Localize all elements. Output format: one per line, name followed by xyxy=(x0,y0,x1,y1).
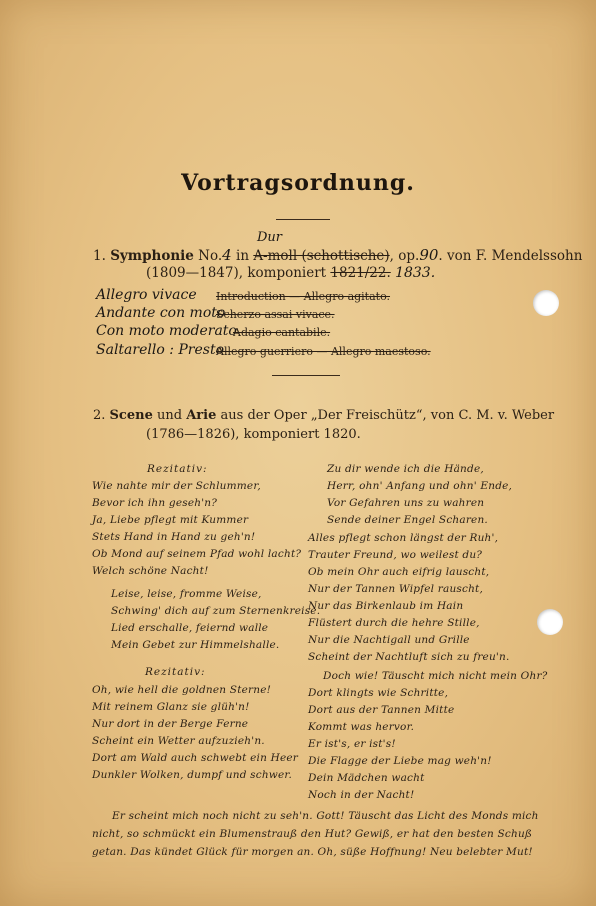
verse-line: Schwing' dich auf zum Sternenkreise. xyxy=(111,605,321,617)
item2-rest: aus der Oper „Der Freischütz“, von C. M. v. Weber xyxy=(220,408,555,423)
verse-line: Ob Mond auf seinem Pfad wohl lacht? xyxy=(92,548,302,560)
verse-line: Dort klingts wie Schritte, xyxy=(308,687,449,699)
verse-line: Bevor ich ihn geseh'n? xyxy=(92,497,218,509)
punch-hole-top xyxy=(533,290,559,316)
verse-line: Er ist's, er ist's! xyxy=(308,738,396,750)
prose-line: getan. Das kündet Glück für morgen an. Oh, süße Hoffnung! Neu belebter Mut! xyxy=(92,846,533,858)
verse-line: Lied erschalle, feiernd walle xyxy=(111,622,269,634)
verse-line: Kommt was hervor. xyxy=(308,721,415,733)
item1-number: 1. xyxy=(93,248,106,264)
item1-line1 xyxy=(93,246,582,264)
page-title: Vortragsordnung. xyxy=(181,170,415,196)
item1-no-label: No. xyxy=(198,248,223,264)
recitative-heading-2: Rezitativ: xyxy=(145,666,206,678)
verse-line: Zu dir wende ich die Hände, xyxy=(327,463,484,475)
verse-line: Ob mein Ohr auch eifrig lauscht, xyxy=(308,566,490,578)
verse-line: Mein Gebet zur Himmelshalle. xyxy=(111,639,280,651)
verse-line: Noch in der Nacht! xyxy=(308,789,415,801)
verse-line: Oh, wie hell die goldnen Sterne! xyxy=(92,684,272,696)
movement-4-hand: Saltarello : Presto xyxy=(96,342,225,358)
verse-line: Dein Mädchen wacht xyxy=(308,772,425,784)
movement-1-hand: Allegro vivace xyxy=(96,287,197,303)
item2-und: und xyxy=(157,408,183,423)
movement-1-printed: Introduction — Allegro agitato. xyxy=(216,290,391,303)
item2-scene: Scene xyxy=(109,408,153,423)
item2-arie: Arie xyxy=(186,408,217,423)
verse-line: Nur dort in der Berge Ferne xyxy=(92,718,249,730)
movement-2-printed: Scherzo assai vivace. xyxy=(216,308,335,321)
movement-3-printed: Adagio cantabile. xyxy=(233,326,331,339)
verse-line: Alles pflegt schon längst der Ruh', xyxy=(308,532,499,544)
item1-in-label: in xyxy=(236,248,250,264)
item1-composer: . von F. Mendelssohn xyxy=(438,248,583,264)
item1-year-struck: 1821/22. xyxy=(330,265,391,281)
verse-line: Welch schöne Nacht! xyxy=(92,565,209,577)
verse-line: Wie nahte mir der Schlummer, xyxy=(92,480,261,492)
verse-line: Sende deiner Engel Scharen. xyxy=(327,514,488,526)
verse-line: Trauter Freund, wo weilest du? xyxy=(308,549,483,561)
verse-line: Flüstert durch die hehre Stille, xyxy=(308,617,480,629)
movement-2-hand: Andante con moto xyxy=(96,305,226,321)
item2-number: 2. xyxy=(93,408,106,423)
verse-line: Ja, Liebe pflegt mit Kummer xyxy=(92,514,249,526)
verse-line: Mit reinem Glanz sie glüh'n! xyxy=(92,701,250,713)
item2-line2: (1786—1826), komponiert 1820. xyxy=(146,427,361,442)
handwritten-year: 1833. xyxy=(395,265,436,281)
verse-line: Dort aus der Tannen Mitte xyxy=(308,704,455,716)
verse-line: Leise, leise, fromme Weise, xyxy=(111,588,262,600)
verse-line: Die Flagge der Liebe mag weh'n! xyxy=(308,755,492,767)
movement-4-printed: Allegro guerriero — Allegro maestoso. xyxy=(216,345,431,358)
verse-line: Herr, ohn' Anfang und ohn' Ende, xyxy=(327,480,513,492)
handwritten-key: Dur xyxy=(257,230,283,245)
recitative-heading-1: Rezitativ: xyxy=(147,463,208,475)
item2-line1 xyxy=(93,408,554,423)
verse-line: Scheint ein Wetter aufzuzieh'n. xyxy=(92,735,265,747)
verse-line: Nur das Birkenlaub im Hain xyxy=(308,600,464,612)
verse-line: Nur der Tannen Wipfel rauscht, xyxy=(308,583,483,595)
divider-top xyxy=(276,219,330,220)
verse-line: Nur die Nachtigall und Grille xyxy=(308,634,470,646)
divider-middle xyxy=(272,375,340,376)
item1-symphonie: Symphonie xyxy=(110,248,194,264)
item1-key-original: A-moll (schottische) xyxy=(253,248,390,264)
prose-line: nicht, so schmückt ein Blumenstrauß den Hut? Gewiß, er hat den besten Schuß xyxy=(92,828,533,840)
verse-line: Dunkler Wolken, dumpf und schwer. xyxy=(92,769,293,781)
item1-years: (1809—1847), komponiert xyxy=(146,265,327,281)
item1-line2 xyxy=(146,265,435,281)
item1-op-label: , op. xyxy=(389,248,420,264)
verse-line: Vor Gefahren uns zu wahren xyxy=(327,497,485,509)
prose-line: Er scheint mich noch nicht zu seh'n. Gott! Täuscht das Licht des Monds mich xyxy=(112,810,539,822)
handwritten-number: 4 xyxy=(222,246,232,264)
verse-line: Stets Hand in Hand zu geh'n! xyxy=(92,531,256,543)
verse-line: Scheint der Nachtluft sich zu freu'n. xyxy=(308,651,510,663)
verse-line: Dort am Wald auch schwebt ein Heer xyxy=(92,752,299,764)
handwritten-opus: 90 xyxy=(419,246,439,264)
punch-hole-bottom xyxy=(537,609,563,635)
verse-line: Doch wie! Täuscht mich nicht mein Ohr? xyxy=(323,670,548,682)
movement-3-hand: Con moto moderato xyxy=(96,323,237,339)
